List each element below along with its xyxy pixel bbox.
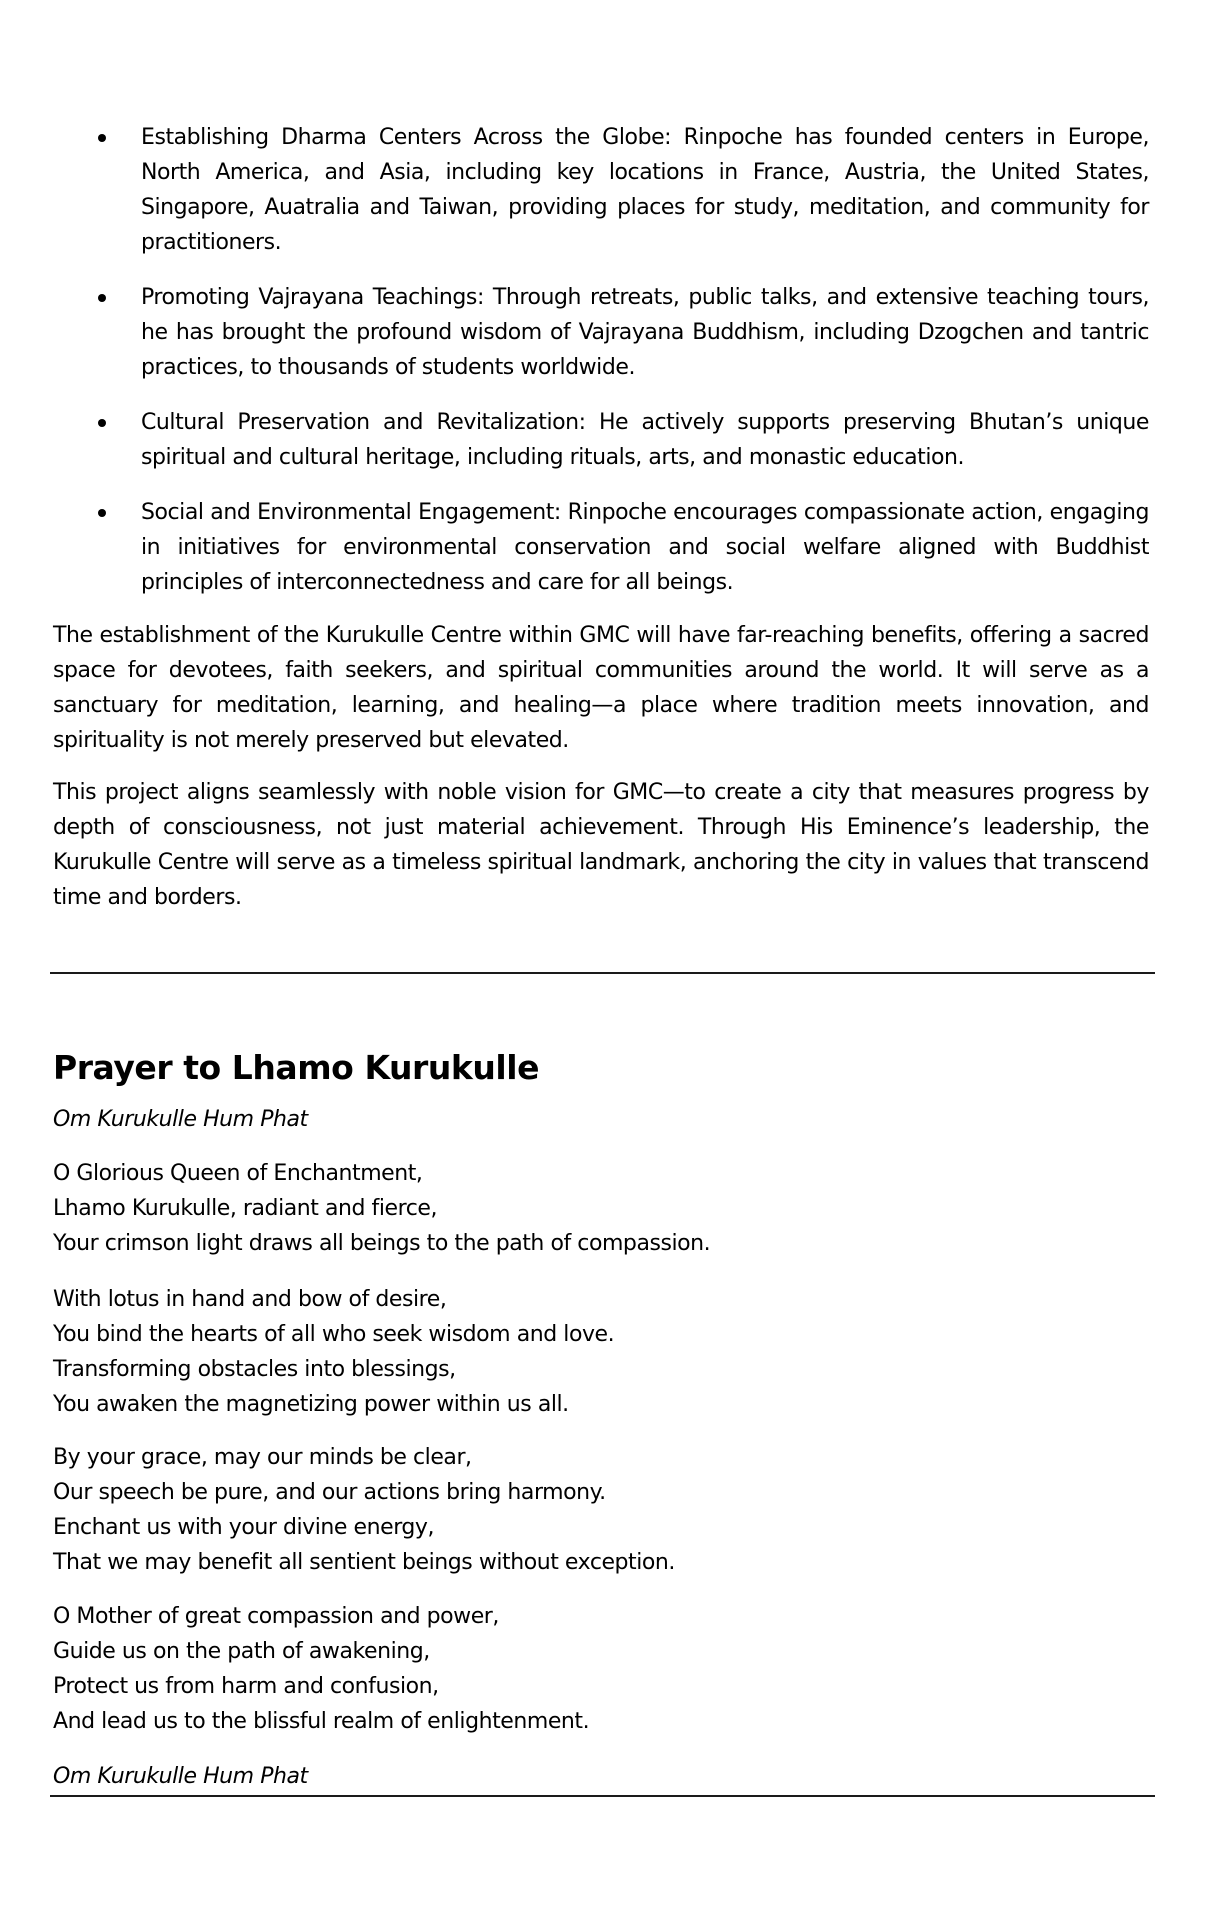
prayer-line: Lhamo Kurukulle, radiant and fierce, (53, 1196, 437, 1221)
prayer-line: Transforming obstacles into blessings, (53, 1357, 456, 1382)
prayer-line: O Glorious Queen of Enchantment, (53, 1161, 423, 1186)
list-item (0, 405, 1149, 475)
prayer-line: Guide us on the path of awakening, (53, 1639, 430, 1664)
bullet-icon (98, 419, 106, 427)
list-item (0, 495, 1149, 600)
list-item (0, 120, 1149, 260)
list-item-text: Social and Environmental Engagement: Rinpoche encourages compassionate action, engaging in initiatives for environmental conservation and social welfare aligned with Buddhist principles of interconnectedness and care for all beings. (141, 500, 1149, 595)
prayer-stanza (53, 1599, 589, 1739)
prayer-line: That we may benefit all sentient beings without exception. (53, 1550, 675, 1575)
prayer-line: O Mother of great compassion and power, (53, 1604, 499, 1629)
prayer-line: And lead us to the blissful realm of enlightenment. (53, 1709, 590, 1734)
list-item-text: Establishing Dharma Centers Across the Globe: Rinpoche has founded centers in Europe, North America, and Asia, including key locations in France, Austria, the United States, Singapore, Auatralia and Taiwan, providing places for study, meditation, and community for practitioners. (141, 125, 1149, 255)
section-divider-bottom (50, 1795, 1155, 1797)
bullet-icon (98, 509, 106, 517)
prayer-stanza (53, 1156, 710, 1261)
prayer-title: Prayer to Lhamo Kurukulle (53, 1048, 540, 1087)
prayer-line: By your grace, may our minds be clear, (53, 1445, 472, 1470)
mantra-opening: Om Kurukulle Hum Phat (53, 1107, 308, 1132)
prayer-line: Our speech be pure, and our actions bring harmony. (53, 1480, 606, 1505)
bullet-icon (98, 134, 106, 142)
prayer-line: Your crimson light draws all beings to the path of compassion. (53, 1231, 711, 1256)
prayer-stanza (53, 1440, 675, 1580)
prayer-line: You bind the hearts of all who seek wisdom and love. (53, 1322, 615, 1347)
body-paragraph-vision: This project aligns seamlessly with noble vision for GMC—to create a city that measures progress by depth of consciousness, not just material achievement. Through His Eminence’s leadership, the Kurukulle Centre will serve as a timeless spiritual landmark, anchoring the city in values that transcend time and borders. (53, 780, 1149, 910)
prayer-line: With lotus in hand and bow of desire, (53, 1287, 447, 1312)
bullet-icon (98, 294, 106, 302)
list-item (0, 280, 1149, 385)
section-divider (50, 972, 1155, 974)
list-item-text: Cultural Preservation and Revitalization: He actively supports preserving Bhutan’s unique spiritual and cultural heritage, including rituals, arts, and monastic education. (141, 410, 1149, 470)
body-paragraph-benefits: The establishment of the Kurukulle Centre within GMC will have far-reaching benefits, offering a sacred space for devotees, faith seekers, and spiritual communities around the world. It will serve as a sanctuary for meditation, learning, and healing—a place where tradition meets innovation, and spirituality is not merely preserved but elevated. (53, 623, 1149, 753)
list-item-text: Promoting Vajrayana Teachings: Through retreats, public talks, and extensive teaching tours, he has brought the profound wisdom of Vajrayana Buddhism, including Dzogchen and tantric practices, to thousands of students worldwide. (141, 285, 1149, 380)
achievements-list (0, 120, 1206, 620)
prayer-line: You awaken the magnetizing power within us all. (53, 1392, 569, 1417)
prayer-line: Enchant us with your divine energy, (53, 1515, 435, 1540)
prayer-line: Protect us from harm and confusion, (53, 1674, 439, 1699)
prayer-stanza (53, 1282, 614, 1422)
mantra-closing: Om Kurukulle Hum Phat (53, 1764, 308, 1789)
